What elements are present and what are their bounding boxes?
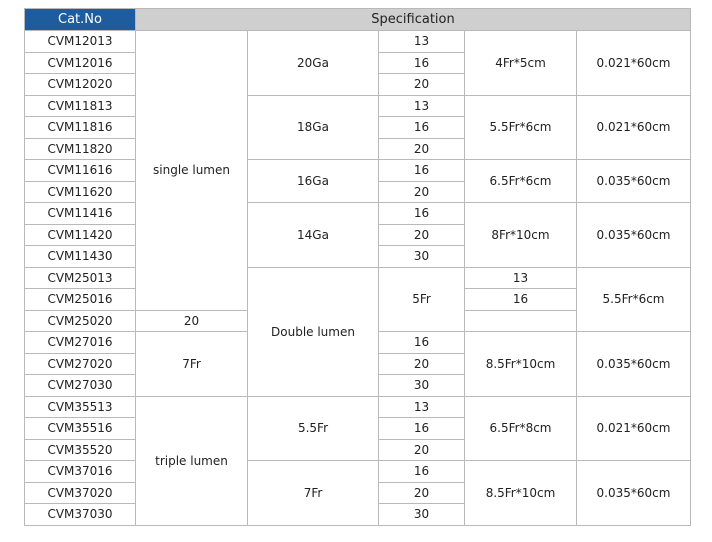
size-cell: 16 (379, 418, 465, 440)
sheath-cell: 5.5Fr*6cm (577, 267, 691, 332)
catalog-spec-table (24, 8, 691, 526)
lumen-cell: triple lumen (136, 396, 248, 525)
guidewire-cell: 0.021*60cm (577, 95, 691, 160)
cat-no-cell: CVM11616 (25, 160, 136, 182)
gauge-cell: 14Ga (248, 203, 379, 268)
size-cell: 20 (379, 181, 465, 203)
size-cell: 16 (465, 289, 577, 311)
sheath-cell: 6.5Fr*8cm (465, 396, 577, 461)
table-row (25, 267, 691, 289)
size-cell: 16 (379, 117, 465, 139)
cat-no-cell: CVM11420 (25, 224, 136, 246)
guidewire-cell: 0.035*60cm (577, 203, 691, 268)
guidewire-cell: 0.021*60cm (577, 31, 691, 96)
cat-no-header: Cat.No (25, 9, 136, 31)
table-header (25, 9, 691, 31)
guidewire-cell: 0.035*60cm (577, 461, 691, 526)
cat-no-cell: CVM35516 (25, 418, 136, 440)
cat-no-cell: CVM25013 (25, 267, 136, 289)
size-cell: 16 (379, 461, 465, 483)
gauge-cell: 16Ga (248, 160, 379, 203)
cat-no-cell: CVM27030 (25, 375, 136, 397)
gauge-cell: 5.5Fr (248, 396, 379, 461)
size-cell: 30 (379, 375, 465, 397)
guidewire-cell: 0.035*60cm (577, 160, 691, 203)
cat-no-cell: CVM11430 (25, 246, 136, 268)
specification-header: Specification (136, 9, 691, 31)
table-row (25, 203, 691, 225)
cat-no-cell: CVM12016 (25, 52, 136, 74)
cat-no-cell: CVM11813 (25, 95, 136, 117)
lumen-cell: single lumen (136, 31, 248, 311)
size-cell: 20 (379, 74, 465, 96)
table-row (25, 461, 691, 483)
table-body (25, 31, 691, 526)
cat-no-cell: CVM27020 (25, 353, 136, 375)
cat-no-cell: CVM37020 (25, 482, 136, 504)
cat-no-cell: CVM37030 (25, 504, 136, 526)
sheath-cell: 5.5Fr*6cm (465, 95, 577, 160)
cat-no-cell: CVM11816 (25, 117, 136, 139)
size-cell: 16 (379, 52, 465, 74)
cat-no-cell: CVM11416 (25, 203, 136, 225)
guidewire-cell: 0.021*60cm (577, 396, 691, 461)
size-cell: 13 (379, 95, 465, 117)
size-cell: 16 (379, 332, 465, 354)
cat-no-cell: CVM12020 (25, 74, 136, 96)
lumen-cell: Double lumen (248, 267, 379, 396)
size-cell: 20 (136, 310, 248, 332)
size-cell: 13 (379, 31, 465, 53)
sheath-cell: 6.5Fr*6cm (465, 160, 577, 203)
table-row (25, 396, 691, 418)
size-cell: 30 (379, 504, 465, 526)
sheath-cell: 8.5Fr*10cm (465, 461, 577, 526)
table-row (25, 31, 691, 53)
cat-no-cell: CVM37016 (25, 461, 136, 483)
cat-no-cell: CVM35513 (25, 396, 136, 418)
sheath-cell: 4Fr*5cm (465, 31, 577, 96)
size-cell: 20 (379, 138, 465, 160)
size-cell: 20 (379, 353, 465, 375)
gauge-cell: 5Fr (379, 267, 465, 332)
size-cell: 20 (379, 482, 465, 504)
size-cell: 16 (379, 160, 465, 182)
guidewire-cell: 0.035*60cm (577, 332, 691, 397)
gauge-cell: 18Ga (248, 95, 379, 160)
size-cell: 20 (379, 224, 465, 246)
size-cell: 20 (379, 439, 465, 461)
sheath-cell: 8Fr*10cm (465, 203, 577, 268)
cat-no-cell: CVM25020 (25, 310, 136, 332)
cat-no-cell: CVM11820 (25, 138, 136, 160)
size-cell: 13 (465, 267, 577, 289)
sheath-cell: 8.5Fr*10cm (465, 332, 577, 397)
size-cell: 13 (379, 396, 465, 418)
gauge-cell: 7Fr (136, 332, 248, 397)
size-cell: 16 (379, 203, 465, 225)
cat-no-cell: CVM11620 (25, 181, 136, 203)
cat-no-cell: CVM27016 (25, 332, 136, 354)
cat-no-cell: CVM12013 (25, 31, 136, 53)
size-cell: 30 (379, 246, 465, 268)
table-row (25, 160, 691, 182)
gauge-cell: 7Fr (248, 461, 379, 526)
table-row (25, 95, 691, 117)
cat-no-cell: CVM25016 (25, 289, 136, 311)
gauge-cell: 20Ga (248, 31, 379, 96)
cat-no-cell: CVM35520 (25, 439, 136, 461)
